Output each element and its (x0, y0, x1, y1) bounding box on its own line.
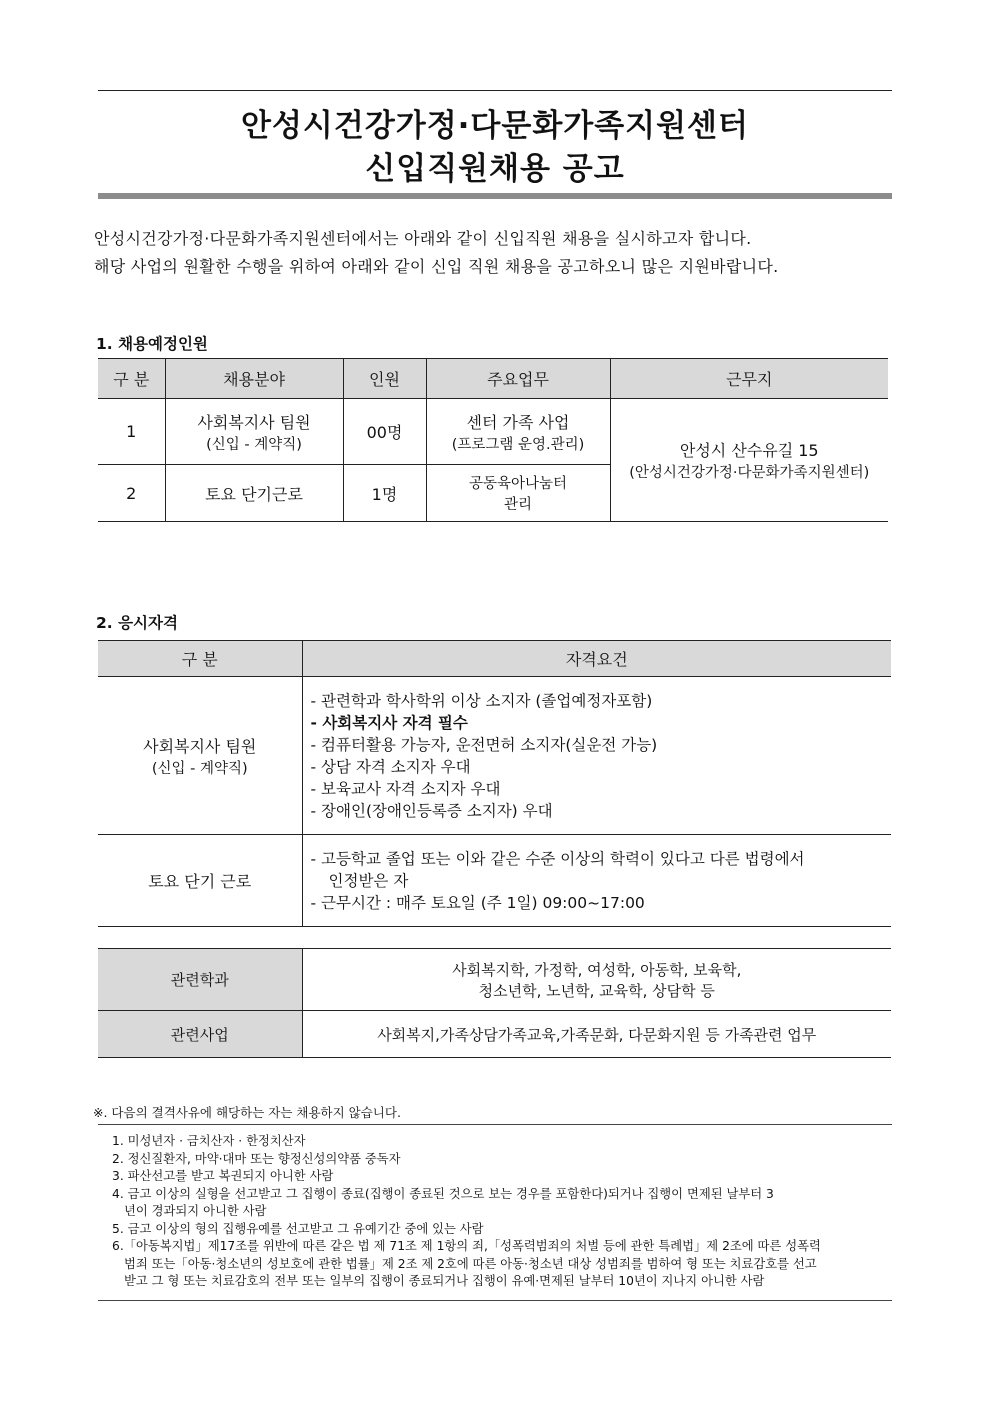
list-item: 5. 금고 이상의 형의 집행유예를 선고받고 그 유예기간 중에 있는 사람 (112, 1221, 484, 1236)
requirement-item: - 사회복지사 자격 필수 (310, 713, 468, 732)
duty-sub: (프로그램 운영.관리) (451, 436, 585, 453)
row-number: 2 (98, 465, 165, 522)
requirement-item: - 상담 자격 소지자 우대 (310, 757, 471, 776)
disqualification-heading: ※. 다음의 결격사유에 해당하는 자는 채용하지 않습니다. (93, 1105, 401, 1120)
list-item: 3. 파산선고를 받고 복권되지 아니한 사람 (112, 1169, 334, 1183)
category-name: 사회복지사 팀원 (143, 736, 257, 756)
requirement-item: 인정받은 자 (328, 871, 409, 890)
notice-rule-bottom (98, 1300, 892, 1301)
related-business-value: 사회복지,가족상담가족교육,가족문화, 다문화지원 등 가족관련 업무 (302, 1011, 891, 1058)
count-cell: 1명 (343, 465, 426, 522)
requirement-item: - 관련학과 학사학위 이상 소지자 (졸업예정자포함) (310, 691, 653, 710)
notice-rule-top (98, 1124, 892, 1125)
category-sub: (신입 - 계약직) (151, 760, 248, 777)
related-dept-line: 청소년학, 노년학, 교육학, 상담학 등 (478, 981, 715, 1000)
requirement-item: - 고등학교 졸업 또는 이와 같은 수준 이상의 학력이 있다고 다른 법령에서 (310, 849, 805, 868)
disqualification-list (112, 1133, 892, 1291)
location-sub: (안성시건강가정·다문화가족지원센터) (629, 465, 870, 481)
list-item: 1. 미성년자 · 금치산자 · 한정치산자 (112, 1134, 306, 1148)
field-name: 사회복지사 팀원 (197, 412, 311, 432)
qualification-table-header (98, 641, 891, 677)
related-table (98, 948, 891, 1058)
requirement-item: - 컴퓨터활용 가능자, 운전면허 소지자(실운전 가능) (310, 735, 658, 754)
header-cell: 채용분야 (165, 359, 343, 399)
intro-line-2: 해당 사업의 원활한 수행을 위하여 아래와 같이 신입 직원 채용을 공고하오니 많은 지원바랍니다. (94, 257, 779, 276)
duty-cell (426, 399, 610, 465)
top-rule (98, 90, 892, 91)
header-cell: 주요업무 (426, 359, 610, 399)
section-1-title: 1. 채용예정인원 (96, 335, 208, 353)
header-cell: 인원 (343, 359, 426, 399)
hiring-table (98, 358, 888, 522)
header-cell: 근무지 (610, 359, 888, 399)
qualification-table (98, 640, 891, 927)
title-underline (98, 193, 892, 199)
category-name: 토요 단기 근로 (98, 835, 302, 927)
requirements-cell (302, 677, 891, 835)
related-dept-line: 사회복지학, 가정학, 여성학, 아동학, 보육학, (452, 960, 742, 979)
count-cell: 00명 (343, 399, 426, 465)
location-cell (610, 399, 888, 522)
row-number: 1 (98, 399, 165, 465)
field-cell (165, 399, 343, 465)
duty-name: 공동육아나눔터 (468, 476, 568, 492)
hiring-table-header (98, 359, 888, 399)
duty-sub: 관리 (503, 497, 532, 513)
field-sub: (신입 - 계약직) (206, 436, 302, 453)
requirement-item: - 장애인(장애인등록증 소지자) 우대 (310, 801, 553, 820)
list-item: 2. 정신질환자, 마약·대마 또는 향정신성의약품 중독자 (112, 1151, 401, 1166)
requirement-item: - 보육교사 자격 소지자 우대 (310, 779, 501, 798)
list-item: 년이 경과되지 아니한 사람 (124, 1204, 267, 1218)
page-title: 안성시건강가정·다문화가족지원센터 (241, 108, 749, 144)
table-row (98, 949, 891, 1011)
requirement-item: - 근무시간 : 매주 토요일 (주 1일) 09:00~17:00 (310, 893, 645, 912)
intro-line-1: 안성시건강가정·다문화가족지원센터에서는 아래와 같이 신입직원 채용을 실시하고자 합니다. (94, 229, 752, 248)
table-row (98, 1011, 891, 1058)
related-business-label: 관련사업 (98, 1011, 302, 1058)
duty-cell (426, 465, 610, 522)
table-row (98, 835, 891, 927)
location-address: 안성시 산수유길 15 (679, 441, 819, 460)
duty-name: 센터 가족 사업 (466, 412, 570, 432)
list-item: 4. 금고 이상의 실형을 선고받고 그 집행이 종료(집행이 종료된 것으로 보는 경우를 포함한다)되거나 집행이 면제된 날부터 3 (112, 1186, 774, 1201)
list-item: 받고 그 형 또는 치료감호의 전부 또는 일부의 집행이 종료되거나 집행이 유예·면제된 날부터 10년이 지나지 아니한 사람 (124, 1274, 765, 1288)
section-2-title: 2. 응시자격 (96, 614, 178, 632)
requirements-cell (302, 835, 891, 927)
related-dept-label: 관련학과 (98, 949, 302, 1011)
header-cell: 구 분 (98, 359, 165, 399)
field-name: 토요 단기근로 (165, 465, 343, 522)
header-cell: 구 분 (98, 641, 302, 677)
category-cell (98, 677, 302, 835)
related-dept-value (302, 949, 891, 1011)
list-item: 범죄 또는「아동·청소년의 성보호에 관한 법률」제 2조 제 2호에 따른 아동·청소년 대상 성범죄를 범하여 형 또는 치료감호를 선고 (124, 1256, 817, 1271)
header-cell: 자격요건 (302, 641, 891, 677)
table-row (98, 399, 888, 465)
list-item: 6.「아동복지법」제17조를 위반에 따른 같은 법 제 71조 제 1항의 죄,「성폭력범죄의 처벌 등에 관한 특례법」제 2조에 따른 성폭력 (112, 1239, 821, 1253)
page-subtitle: 신입직원채용 공고 (365, 151, 625, 187)
table-row (98, 677, 891, 835)
